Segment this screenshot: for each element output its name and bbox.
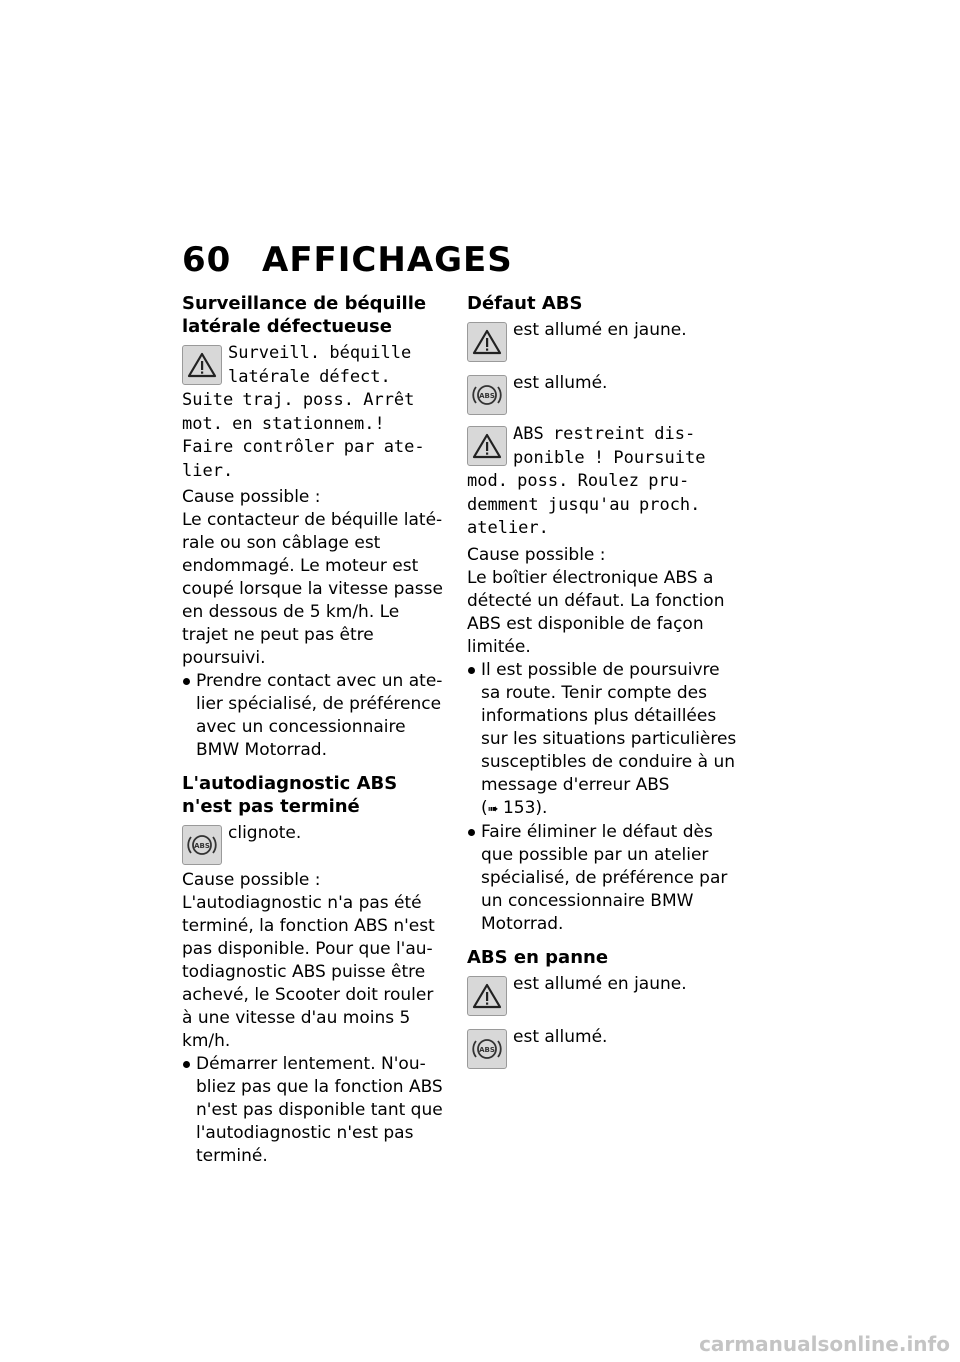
warning-triangle-icon xyxy=(467,976,507,1016)
cause-label: Cause possible : xyxy=(182,487,321,507)
list-item: Démarrer lentement. N'oubliez pas que la fonction ABS n'est pas disponible tant que l'autodiagnostic n'est pas terminé. xyxy=(182,1053,444,1168)
section-abs-selfdiag xyxy=(182,772,444,1168)
indicator-text: est allumé en jaune. xyxy=(513,320,687,340)
list-item: Prendre contact avec un atelier spécialisé, de préférence avec un concessionnaire BMW Motorrad. xyxy=(182,670,444,762)
abs-lamp-label: ABS xyxy=(194,842,210,850)
cause-label: Cause possible : xyxy=(182,870,321,890)
indicator-row xyxy=(467,1026,739,1073)
section-abs-failure xyxy=(467,946,739,1073)
section-heading: ABS en panne xyxy=(467,946,609,968)
indicator-text: est allumé. xyxy=(513,373,608,393)
section-heading: Surveillance de béquille latérale défectueuse xyxy=(182,293,427,337)
display-message: Surveill. béquille latérale défect. Suite traj. poss. Arrêt mot. en stationnem.! Faire contrôler par atelier. xyxy=(182,343,425,481)
indicator-text: clignote. xyxy=(228,823,302,843)
indicator-row xyxy=(467,973,739,1020)
section-heading: Défaut ABS xyxy=(467,293,583,314)
indicator-text: est allumé en jaune. xyxy=(513,973,687,994)
reference-page-number: 153 xyxy=(502,797,536,818)
abs-lamp-label: ABS xyxy=(479,392,495,400)
indicator-row xyxy=(467,372,739,419)
arrow-right-icon: ➠ xyxy=(487,801,498,817)
action-list xyxy=(467,659,739,936)
cause-label: Cause possible : xyxy=(467,544,606,565)
abs-lamp-icon xyxy=(182,825,222,865)
page-reference[interactable]: (➠ 153). xyxy=(481,797,548,818)
list-item-text: Il est possible de poursuivre sa route. Tenir compte des informations plus détaillées sur les situations particulières susceptibles de conduire à un message d'erreur ABS xyxy=(481,659,737,795)
list-item xyxy=(467,659,739,821)
indicator-row xyxy=(467,319,739,366)
display-message: ABS restreint disponible ! Poursuite mod. poss. Roulez prudemment jusqu'au proch. atelier. xyxy=(467,424,706,538)
abs-lamp-icon xyxy=(467,1029,507,1069)
indicator-text: est allumé. xyxy=(513,1026,608,1047)
indicator-message xyxy=(467,423,739,541)
page-header xyxy=(182,240,513,280)
section-heading: L'autodiagnostic ABS n'est pas terminé xyxy=(182,773,398,817)
indicator-message xyxy=(182,342,444,483)
list-item: Faire éliminer le défaut dès que possible par un atelier spécialisé, de préférence par un concessionnaire BMW Motorrad. xyxy=(467,821,739,936)
right-column xyxy=(467,292,739,1083)
action-list xyxy=(182,1053,444,1168)
section-side-stand xyxy=(182,292,444,762)
warning-triangle-icon xyxy=(467,322,507,362)
cause-text: Le boîtier électronique ABS a détecté un défaut. La fonction ABS est disponible de façon limitée. xyxy=(467,567,725,657)
watermark: carmanualsonline.info xyxy=(699,1332,950,1356)
section-abs-fault xyxy=(467,292,739,936)
warning-triangle-icon xyxy=(182,345,222,385)
cause-text: Le contacteur de béquille latérale ou son câblage est endommagé. Le moteur est coupé lorsque la vitesse passe en dessous de 5 km/h. Le trajet ne peut pas être poursuivi. xyxy=(182,510,443,668)
page-number: 60 xyxy=(182,240,232,280)
abs-lamp-icon xyxy=(467,375,507,415)
cause-text: L'autodiagnostic n'a pas été terminé, la fonction ABS n'est pas disponible. Pour que l'autodiagnostic ABS puisse être achevé, le Scooter doit rouler à une vitesse d'au moins 5 km/h. xyxy=(182,893,435,1051)
page-title: AFFICHAGES xyxy=(262,240,513,280)
action-list xyxy=(182,670,444,762)
indicator-row xyxy=(182,822,444,869)
abs-lamp-label: ABS xyxy=(479,1045,495,1054)
left-column xyxy=(182,292,444,1178)
warning-triangle-icon xyxy=(467,426,507,466)
